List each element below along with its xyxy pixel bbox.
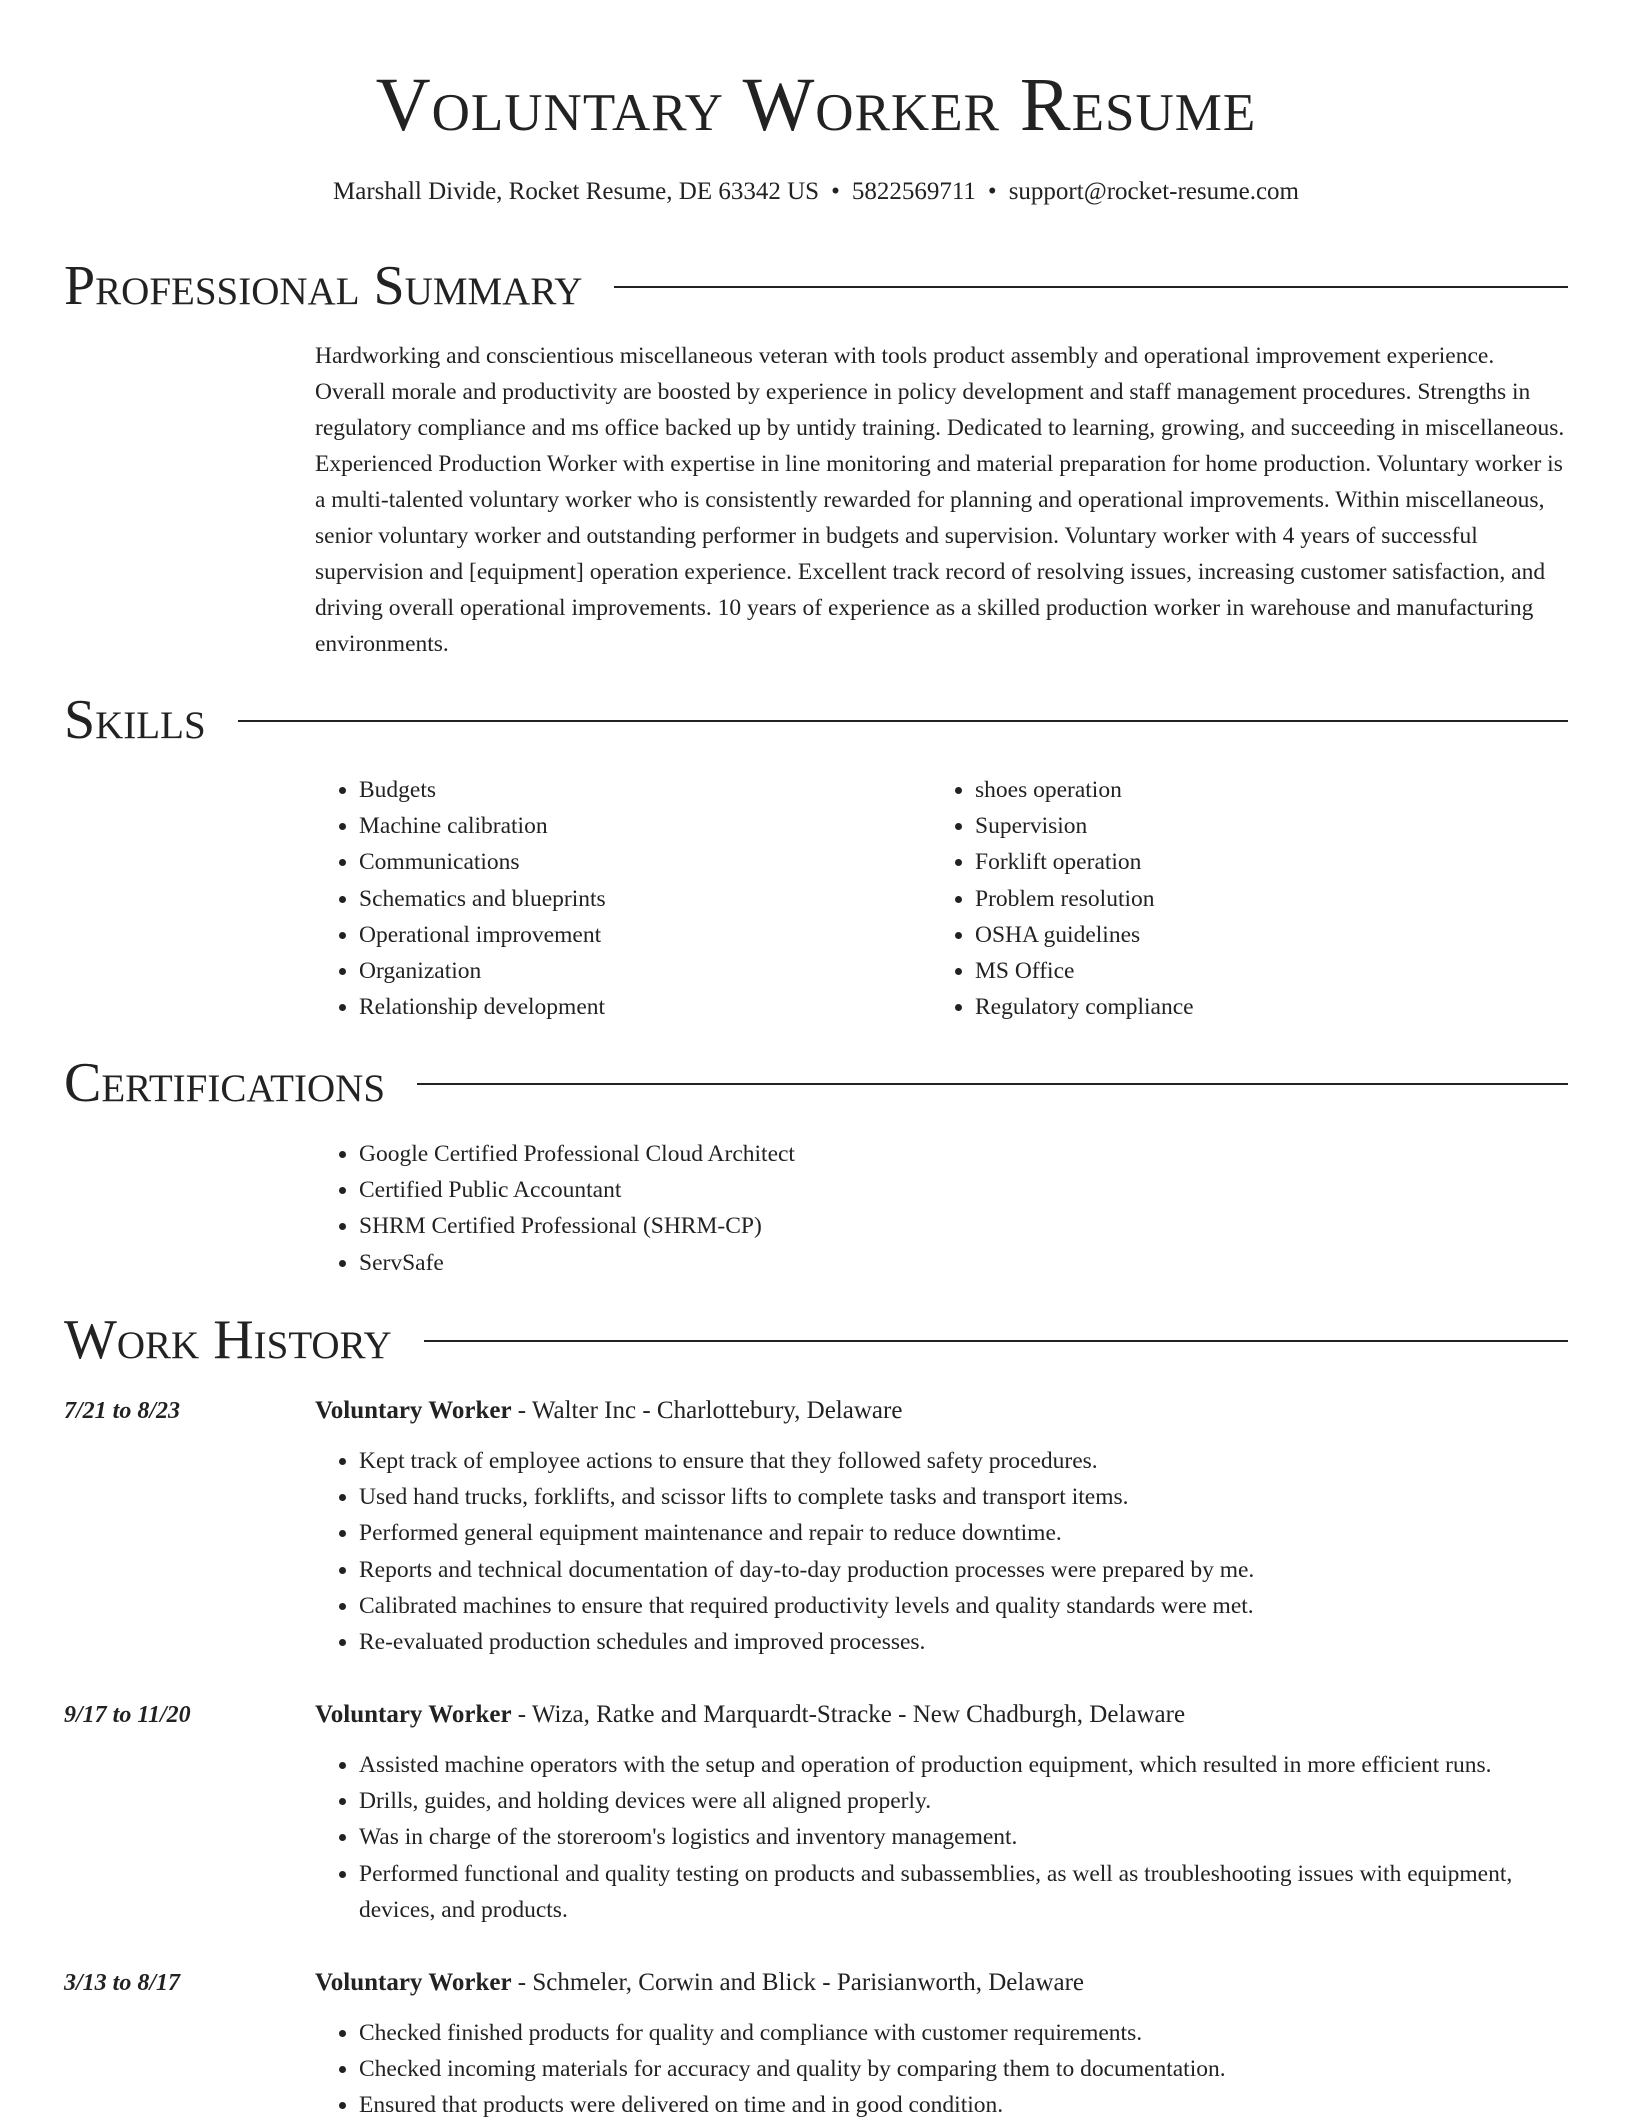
job-duty-item: • Was in charge of the storeroom's logistics and inventory management.	[359, 1819, 1568, 1855]
resume-title: Voluntary Worker Resume	[375, 63, 1257, 147]
skill-item: • Supervision	[975, 808, 1531, 844]
skill-item: • Schematics and blueprints	[359, 881, 915, 917]
skill-item: • Operational improvement	[359, 917, 915, 953]
job-title-line	[315, 1393, 1568, 1429]
certification-item: • Google Certified Professional Cloud Architect	[359, 1136, 795, 1172]
job-dates: 9/17 to 11/20	[64, 1702, 191, 1728]
skill-item: • OSHA guidelines	[975, 917, 1531, 953]
contact-separator: •	[831, 178, 840, 205]
section-divider	[238, 720, 1568, 722]
job-duties	[315, 1443, 1568, 1660]
contact-email: support@rocket-resume.com	[1008, 178, 1299, 205]
certification-item: • SHRM Certified Professional (SHRM-CP)	[359, 1208, 795, 1244]
job-duty-item: • Reports and technical documentation of day-to-day production processes were prepared by me.	[359, 1552, 1568, 1588]
job-duty-item: • Ensured that products were delivered on time and in good condition.	[359, 2087, 1568, 2123]
certifications-list	[315, 1136, 795, 1281]
contact-phone: 5822569711	[851, 178, 976, 205]
job-employer: - Wiza, Ratke and Marquardt-Stracke - New Chadburgh, Delaware	[511, 1701, 1186, 1728]
job-duty-item: • Re-evaluated production schedules and improved processes.	[359, 1624, 1568, 1660]
skill-item: • MS Office	[975, 953, 1531, 989]
job-duty-item: • Used hand trucks, forklifts, and scissor lifts to complete tasks and transport items.	[359, 1479, 1568, 1515]
skill-item: • Budgets	[359, 772, 915, 808]
skill-item: • Forklift operation	[975, 844, 1531, 880]
section-divider	[417, 1083, 1568, 1085]
job-duty-item: • Checked incoming materials for accuracy and quality by comparing them to documentation.	[359, 2051, 1568, 2087]
job-duties	[315, 2015, 1568, 2124]
job-employer: - Walter Inc - Charlottebury, Delaware	[511, 1397, 903, 1424]
job-role: Voluntary Worker	[315, 1397, 512, 1424]
skill-item: • Regulatory compliance	[975, 989, 1531, 1025]
job-duty-item: • Performed functional and quality testing on products and subassemblies, as well as troubleshooting issues with equipment, devices, and products.	[359, 1856, 1568, 1928]
skill-item: • Machine calibration	[359, 808, 915, 844]
job-role: Voluntary Worker	[315, 1969, 512, 1996]
summary-text: Hardworking and conscientious miscellaneous veteran with tools product assembly and operational improvement experience. Overall morale and productivity are boosted by experience in policy development and staff management procedures. Strengths in regulatory compliance and ms office backed up by untidy training. Dedicated to learning, growing, and succeeding in miscellaneous. Experienced Production Worker with expertise in line monitoring and material preparation for home production. Voluntary worker is a multi-talented voluntary worker who is consistently rewarded for planning and operational improvements. Within miscellaneous, senior voluntary worker and outstanding performer in budgets and supervision. Voluntary worker with 4 years of successful supervision and [equipment] operation experience. Excellent track record of resolving issues, increasing customer satisfaction, and driving overall operational improvements. 10 years of experience as a skilled production worker in warehouse and manufacturing environments.	[315, 343, 1565, 657]
contact-address: Marshall Divide, Rocket Resume, DE 63342 US	[333, 178, 820, 205]
work-history-heading	[64, 1308, 1568, 1372]
job-duty-item: • Calibrated machines to ensure that required productivity levels and quality standards were met.	[359, 1588, 1568, 1624]
work-history-title: Work History	[64, 1309, 392, 1371]
job-employer: - Schmeler, Corwin and Blick - Parisianworth, Delaware	[511, 1969, 1084, 1996]
summary-body	[315, 338, 1568, 662]
skill-item: • Communications	[359, 844, 915, 880]
certification-item: • ServSafe	[359, 1245, 795, 1281]
section-divider	[424, 1340, 1568, 1342]
skills-title: Skills	[64, 689, 206, 751]
skill-item: • shoes operation	[975, 772, 1531, 808]
section-divider	[614, 286, 1568, 288]
job-duties	[315, 1747, 1568, 1928]
certification-item: • Certified Public Accountant	[359, 1172, 795, 1208]
job-title-line	[315, 1965, 1568, 2001]
job-title-line	[315, 1697, 1568, 1733]
skill-item: • Problem resolution	[975, 881, 1531, 917]
certifications-heading	[64, 1051, 1568, 1115]
skills-heading	[64, 688, 1568, 752]
job-duty-item: • Assisted machine operators with the setup and operation of production equipment, which resulted in more efficient runs.	[359, 1747, 1568, 1783]
job-dates: 7/21 to 8/23	[64, 1398, 181, 1424]
skill-item: • Organization	[359, 953, 915, 989]
contact-separator: •	[987, 178, 997, 205]
job-duty-item: • Kept track of employee actions to ensure that they followed safety procedures.	[359, 1443, 1568, 1479]
skill-item: • Relationship development	[359, 989, 915, 1025]
job-dates: 3/13 to 8/17	[64, 1970, 181, 1996]
summary-title: Professional Summary	[64, 255, 583, 317]
job-duty-item: • Checked finished products for quality and compliance with customer requirements.	[359, 2015, 1568, 2051]
skills-column-right	[931, 772, 1531, 1025]
job-duty-item: • Performed general equipment maintenance and repair to reduce downtime.	[359, 1515, 1568, 1551]
job-duty-item: • Drills, guides, and holding devices were all aligned properly.	[359, 1783, 1568, 1819]
contact-line	[0, 176, 1632, 208]
certifications-title: Certifications	[64, 1052, 386, 1114]
skills-column-left	[315, 772, 915, 1025]
summary-heading	[64, 254, 1568, 318]
job-role: Voluntary Worker	[315, 1701, 512, 1728]
